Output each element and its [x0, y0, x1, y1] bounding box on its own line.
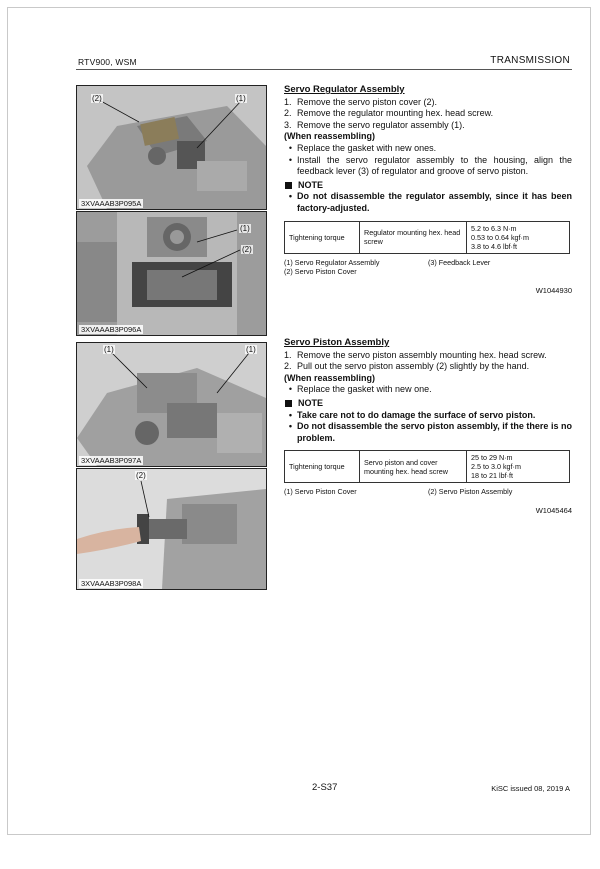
section-title-regulator: Servo Regulator Assembly	[284, 84, 405, 95]
section-servo-piston	[284, 337, 572, 516]
torque-table	[284, 221, 570, 254]
reassembling-item: • Install the servo regulator assembly to the housing, align the feedback lever (3) of regulator and groove of servo piston.	[288, 154, 572, 177]
photo-code: 3XVAAAB3P096A	[81, 325, 142, 334]
legend	[284, 487, 572, 497]
torque-item: Regulator mounting hex. head screw	[360, 221, 467, 253]
torque-values: 25 to 29 N·m 2.5 to 3.0 kgf·m 18 to 21 lbf·ft	[467, 451, 570, 483]
reassembling-item: • Replace the gasket with new ones.	[288, 142, 437, 153]
header-rule	[76, 69, 572, 70]
step: 1. Remove the servo piston cover (2).	[284, 96, 438, 107]
legend	[284, 258, 572, 277]
note-heading: NOTE	[284, 398, 572, 410]
torque-label: Tightening torque	[285, 221, 360, 253]
photo-label: (2)	[136, 471, 146, 480]
page-number: 2-S37	[312, 782, 338, 793]
note-item: • Do not disassemble the servo piston assembly, if the there is no problem.	[288, 421, 572, 443]
photo-label: (1)	[104, 345, 114, 354]
section-servo-regulator	[284, 84, 572, 296]
legend-item: (1) Servo Regulator Assembly	[284, 257, 380, 267]
legend-item: (2) Servo Piston Cover	[284, 267, 357, 277]
photo-regulator-closeup	[76, 211, 267, 336]
photo-label: (2)	[92, 94, 102, 103]
photo-code: 3XVAAAB3P095A	[81, 199, 142, 208]
section-title-piston: Servo Piston Assembly	[284, 337, 390, 348]
reassembling-item: • Replace the gasket with new one.	[288, 384, 432, 395]
photo-code: 3XVAAAB3P097A	[81, 456, 142, 465]
torque-label: Tightening torque	[285, 451, 360, 483]
reference-code: W1044930	[535, 285, 572, 295]
transmission-photo-2	[77, 212, 266, 335]
section-title: TRANSMISSION	[490, 55, 570, 66]
step: 3. Remove the servo regulator assembly (1).	[284, 119, 465, 130]
photo-label: (2)	[242, 245, 252, 254]
legend-item: (1) Servo Piston Cover	[284, 487, 357, 497]
torque-values: 5.2 to 6.3 N·m 0.53 to 0.64 kgf·m 3.8 to 4.6 lbf·ft	[467, 221, 570, 253]
note-square-icon	[285, 182, 292, 189]
photo-label: (1)	[236, 94, 246, 103]
photo-piston-removal	[76, 468, 267, 590]
transmission-photo-1	[77, 86, 266, 209]
photo-code: 3XVAAAB3P098A	[81, 579, 142, 588]
legend-item: (2) Servo Piston Assembly	[428, 487, 513, 497]
note-square-icon	[285, 400, 292, 407]
note-item: • Do not disassemble the regulator assembly, since it has been factory-adjusted.	[288, 191, 572, 213]
manual-model: RTV900, WSM	[78, 57, 137, 67]
torque-table	[284, 450, 570, 483]
reassembling-heading: (When reassembling)	[284, 131, 376, 142]
photo-piston-overview	[76, 342, 267, 467]
note-heading: NOTE	[284, 180, 572, 192]
reassembling-heading: (When reassembling)	[284, 372, 376, 383]
step: 2. Remove the regulator mounting hex. head screw.	[284, 108, 494, 119]
note-item: • Take care not to do damage the surface of servo piston.	[288, 409, 536, 420]
reference-code: W1045464	[535, 505, 572, 515]
transmission-photo-3	[77, 343, 266, 466]
legend-item: (3) Feedback Lever	[428, 257, 491, 267]
issue-info: KiSC issued 08, 2019 A	[491, 784, 570, 793]
photo-label: (1)	[240, 224, 250, 233]
photo-regulator-overview	[76, 85, 267, 210]
step: 1. Remove the servo piston assembly mounting hex. head screw.	[284, 349, 547, 360]
photo-label: (1)	[246, 345, 256, 354]
step: 2. Pull out the servo piston assembly (2) slightly by the hand.	[284, 361, 530, 372]
transmission-photo-4	[77, 469, 266, 589]
torque-item: Servo piston and cover mounting hex. head screw	[360, 451, 467, 483]
